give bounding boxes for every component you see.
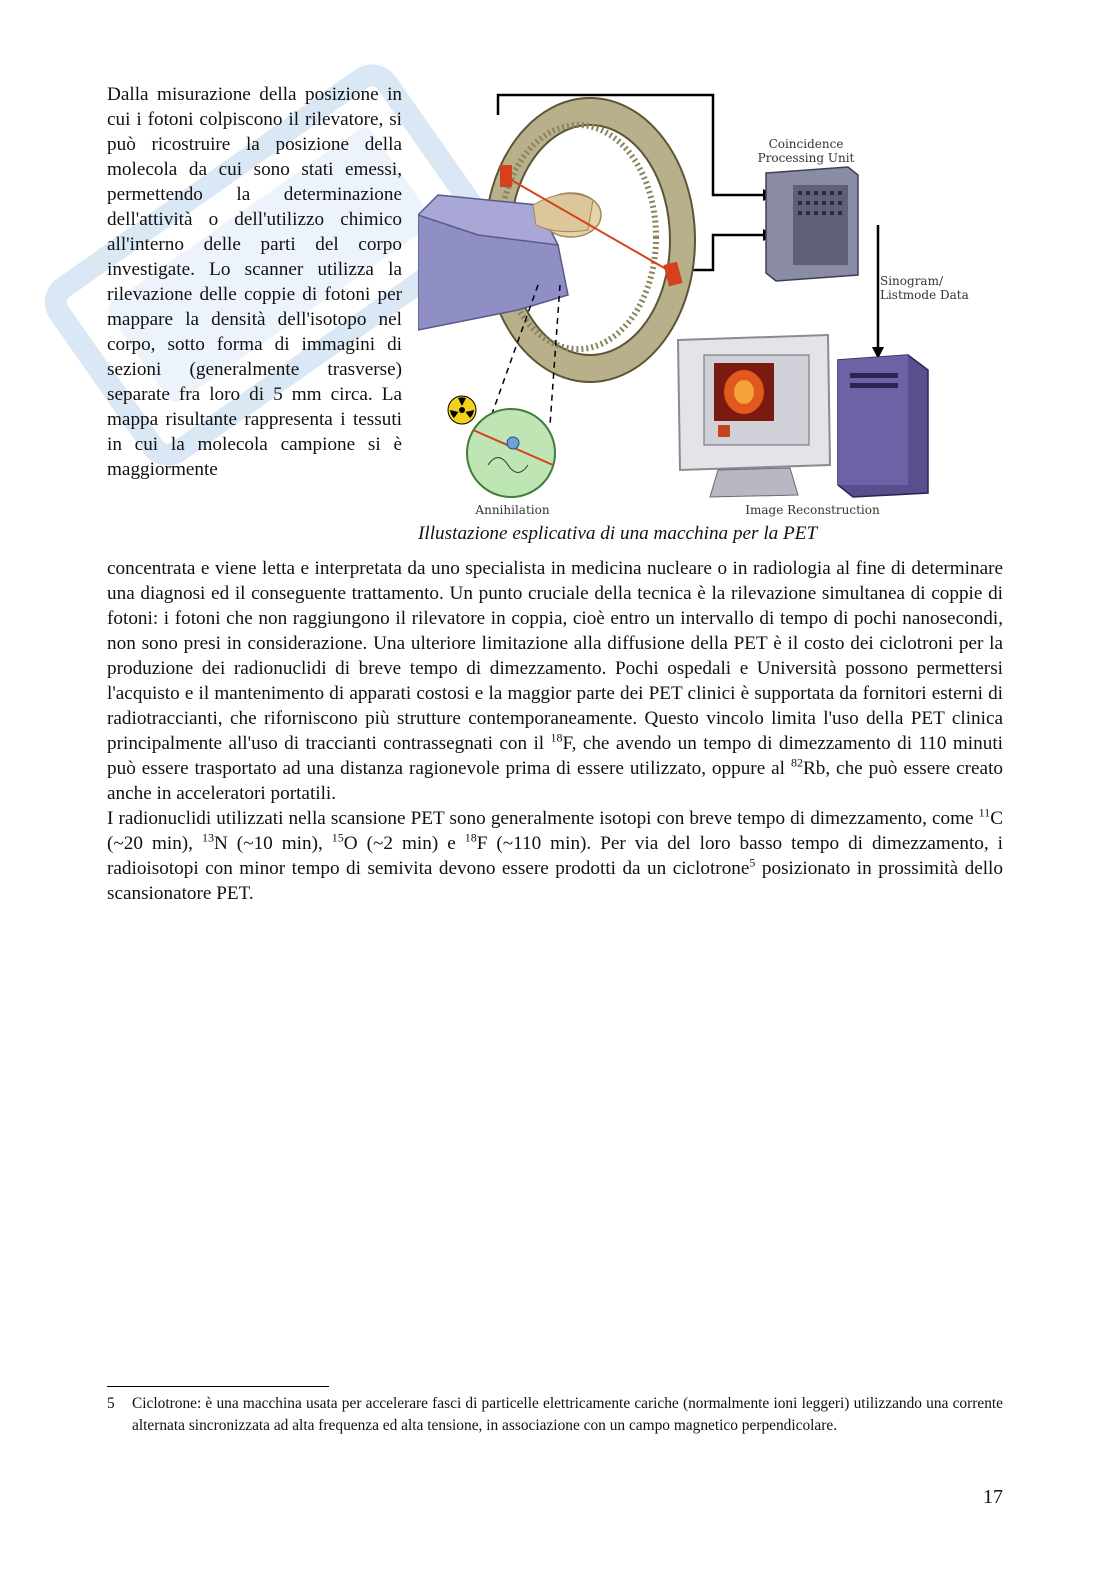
radiation-icon (448, 396, 476, 424)
pet-diagram (418, 85, 1003, 520)
reconstruction-computer (838, 355, 928, 497)
text-span: posizionato in prossimità dello scansionatore PET. (107, 858, 1003, 904)
label-sinogram: Sinogram/ Listmode Data (880, 274, 969, 302)
text-span: O (~2 min) e (343, 833, 465, 854)
superscript: 82 (790, 755, 803, 770)
monitor (678, 335, 830, 497)
main-text (107, 556, 1003, 906)
text-span: Rb, che può essere creato anche in acceleratori portatili. (107, 758, 1003, 804)
text-span: N (~10 min), (213, 833, 332, 854)
text-span: F (~110 min). Per via del loro basso tempo di dimezzamento, i radioisotopi con minor tempo di semivita devono essere prodotti da un ciclotrone (107, 833, 1003, 879)
label-coincidence: Coincidence Processing Unit (757, 137, 855, 165)
coincidence-processing-unit (766, 167, 858, 281)
paragraph-2 (107, 806, 1003, 906)
annihilation-circle (467, 409, 555, 497)
footnote (107, 1393, 1003, 1437)
superscript: 18 (550, 730, 563, 745)
text-span: F, che avendo un tempo di dimezzamento di 110 minuti può essere trasportato ad una distanza ragionevole prima di essere utilizzato, oppure al (107, 733, 1003, 779)
footnote-text: Ciclotrone: è una macchina usata per accelerare fasci di particelle elettricamente cariche (normalmente ioni leggeri) utilizzando una corrente alternata sincronizzata ad alta frequenza ed alta tensione, in associazione con un campo magnetico perpendicolare. (132, 1395, 1003, 1434)
label-annihilation: Annihilation (475, 503, 550, 517)
footnote-divider (107, 1386, 329, 1387)
text-span: I radionuclidi utilizzati nella scansione PET sono generalmente isotopi con breve tempo di dimezzamento, come (107, 808, 979, 829)
text-span: C (~20 min), (107, 808, 1003, 854)
superscript: 13 (201, 830, 214, 845)
figure-caption: Illustazione esplicativa di una macchina per la PET (418, 523, 818, 544)
paragraph-1 (107, 556, 1003, 806)
label-image-reconstruction: Image Reconstruction (745, 503, 880, 517)
superscript: 18 (464, 830, 477, 845)
intro-paragraph (107, 82, 402, 482)
text-span: concentrata e viene letta e interpretata da uno specialista in medicina nucleare o in radiologia al fine di determinare una diagnosi ed il conseguente trattamento. Un punto cruciale della tecnica è la rilevazione simultanea di coppie di fotoni: i fotoni che non raggiungono il rilevatore in coppia, cioè entro un intervallo di tempo di pochi nanosecondi, non sono presi in considerazione. Una ulteriore limitazione alla diffusione della PET è il costo dei ciclotroni per la produzione dei radionuclidi di breve tempo di dimezzamento. Pochi ospedali e Università possono permettersi l'acquisto e il mantenimento di apparati costosi e la maggior parte dei PET clinici è supportata da fornitori esterni di radiotraccianti, che riforniscono più strutture contemporaneamente. Questo vincolo limita l'uso della PET clinica principalmente all'uso di traccianti contrassegnati con il (107, 558, 1003, 754)
intro-text: Dalla misurazione della posizione in cui i fotoni colpiscono il rilevatore, si può ricostruire la posizione della molecola da cui sono stati emessi, permettendo la determinazione dell'attività o dell'utilizzo chimico all'interno delle parti del corpo investigate. Lo scanner utilizza la rilevazione delle coppie di fotoni per mappare la densità dell'isotopo nel corpo, sotto forma di immagini di sezioni (generalmente trasverse) separate fra loro di 5 mm circa. La mappa risultante rappresenta i tessuti in cui la molecola campione si è maggiormente (107, 84, 402, 480)
superscript: 11 (978, 805, 991, 820)
page-number: 17 (983, 1486, 1003, 1508)
footnote-reference: 5 (749, 855, 756, 870)
superscript: 15 (331, 830, 344, 845)
footnote-number: 5 (107, 1395, 115, 1412)
